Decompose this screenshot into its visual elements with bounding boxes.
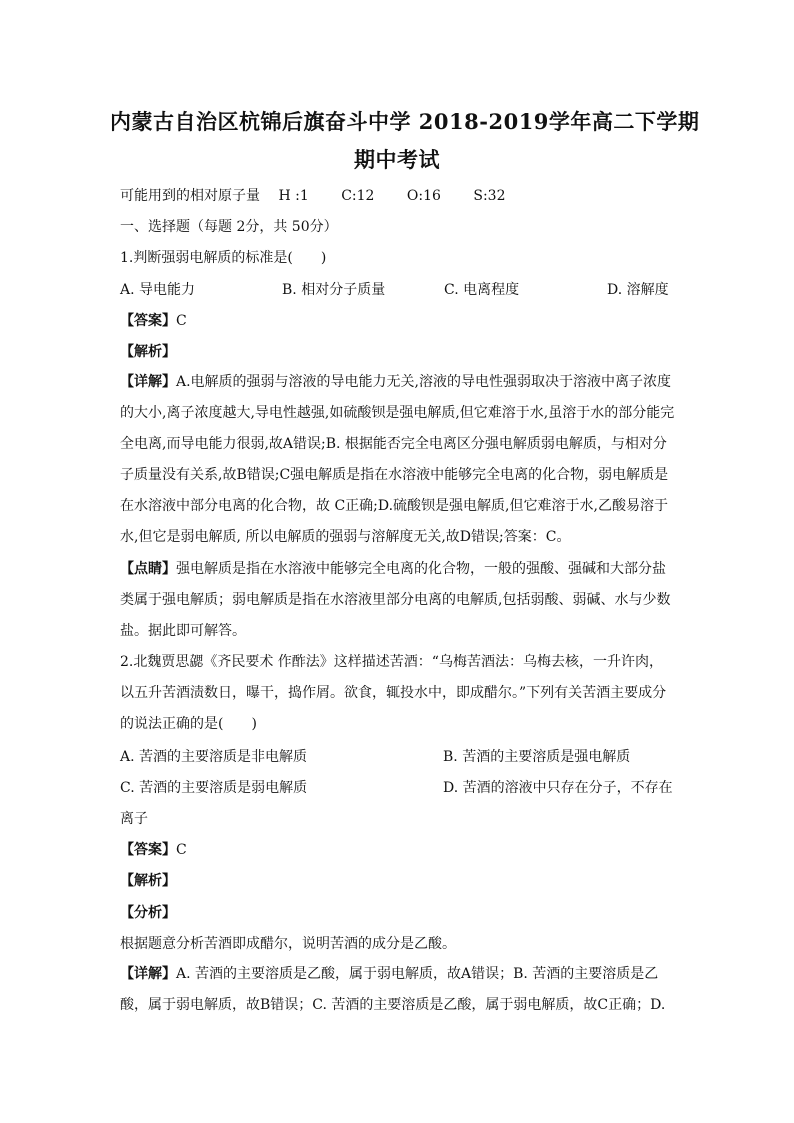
section-heading: 一、选择题（每题 2分，共 50分）: [120, 219, 338, 235]
atomic-mass-c: C:12: [341, 188, 375, 204]
q1-tip-text: 强电解质是指在水溶液中能够完全电离的化合物，一般的强酸、强碱和大部分盐类属于强电解质；弱电解质是指在水溶液里部分电离的电解质,包括弱酸、弱碱、水与少数盐。据此即可解答。: [120, 561, 671, 639]
q2-option-d-cont: 离子: [120, 811, 148, 827]
atomic-mass-h: H :1: [278, 188, 309, 204]
doc-title-line2: 期中考试: [354, 147, 440, 172]
q2-answer-value: C: [176, 842, 187, 858]
q1-option-a: A. 导电能力: [120, 282, 196, 298]
q2-detail: [120, 959, 676, 1021]
q2-answer-label: 【答案】: [120, 842, 176, 858]
q1-option-c: C. 电离程度: [444, 282, 520, 298]
q2-answer: [120, 840, 676, 860]
q2-stem: 2.北魏贾思勰《齐民要术 作酢法》这样描述苦酒：“乌梅苦酒法：乌梅去核，一升许肉，以五升苦酒渍数日，曝干，捣作屑。欲食，辄投水中，即成醋尔。”下列有关苦酒主要成分的说法正确的是( ): [120, 654, 667, 732]
q1-answer-value: C: [176, 313, 187, 329]
q1-analysis-label: 【解析】: [120, 344, 176, 360]
q1-detail-text: A.电解质的强弱与溶液的导电能力无关,溶液的导电性强弱取决于溶液中离子浓度的大小,离子浓度越大,导电性越强,如硫酸钡是强电解质,但它难溶于水,虽溶于水的部分能完全电离,而导电能力很弱,故A错误;B. 根据能否完全电离区分强电解质弱电解质，与相对分子质量没有关系,故B错误;C强电解质是指在水溶液中能够完全电离的化合物，弱电解质是在水溶液中部分电离的化合物，故 C正确;D.硫酸钡是强电解质,但它难溶于水,乙酸易溶于水,但它是弱电解质, 所以电解质的强弱与溶解度无关,故D错误;答案：C。: [120, 374, 675, 545]
q2-fenxi-text: 根据题意分析苦酒即成醋尔，说明苦酒的成分是乙酸。: [120, 936, 456, 952]
doc-title-line1: 内蒙古自治区杭锦后旗奋斗中学 2018-2019学年高二下学期: [110, 109, 700, 134]
q2-detail-text: A. 苦酒的主要溶质是乙酸，属于弱电解质，故A错误；B. 苦酒的主要溶质是乙酸，属于弱电解质，故B错误；C. 苦酒的主要溶质是乙酸，属于弱电解质，故C正确；D.: [120, 966, 666, 1013]
atomic-mass-s: S:32: [473, 188, 506, 204]
atomic-mass-o: O:16: [406, 188, 441, 204]
q2-option-b: B. 苦酒的主要溶质是强电解质: [443, 749, 631, 765]
q1-option-d: D. 溶解度: [607, 282, 669, 298]
q1-detail-label: 【详解】: [120, 374, 176, 390]
q1-detail: [120, 367, 676, 551]
q2-fenxi-label: 【分析】: [120, 905, 176, 921]
q1-stem: 1.判断强弱电解质的标准是( ): [120, 250, 327, 266]
q1-option-b: B. 相对分子质量: [282, 282, 386, 298]
q2-option-d: D. 苦酒的溶液中只存在分子，不存在: [443, 780, 673, 796]
atomic-mass-label: 可能用到的相对原子量: [120, 188, 260, 204]
q2-analysis-label: 【解析】: [120, 873, 176, 889]
atomic-mass-line: [120, 186, 676, 206]
q2-detail-label: 【详解】: [120, 966, 176, 982]
q1-tip-label: 【点睛】: [120, 561, 176, 577]
q2-option-a: A. 苦酒的主要溶质是非电解质: [120, 749, 308, 765]
q1-answer-label: 【答案】: [120, 313, 176, 329]
q2-option-c: C. 苦酒的主要溶质是弱电解质: [120, 780, 308, 796]
q1-tip: [120, 554, 676, 647]
q1-answer: [120, 311, 676, 331]
